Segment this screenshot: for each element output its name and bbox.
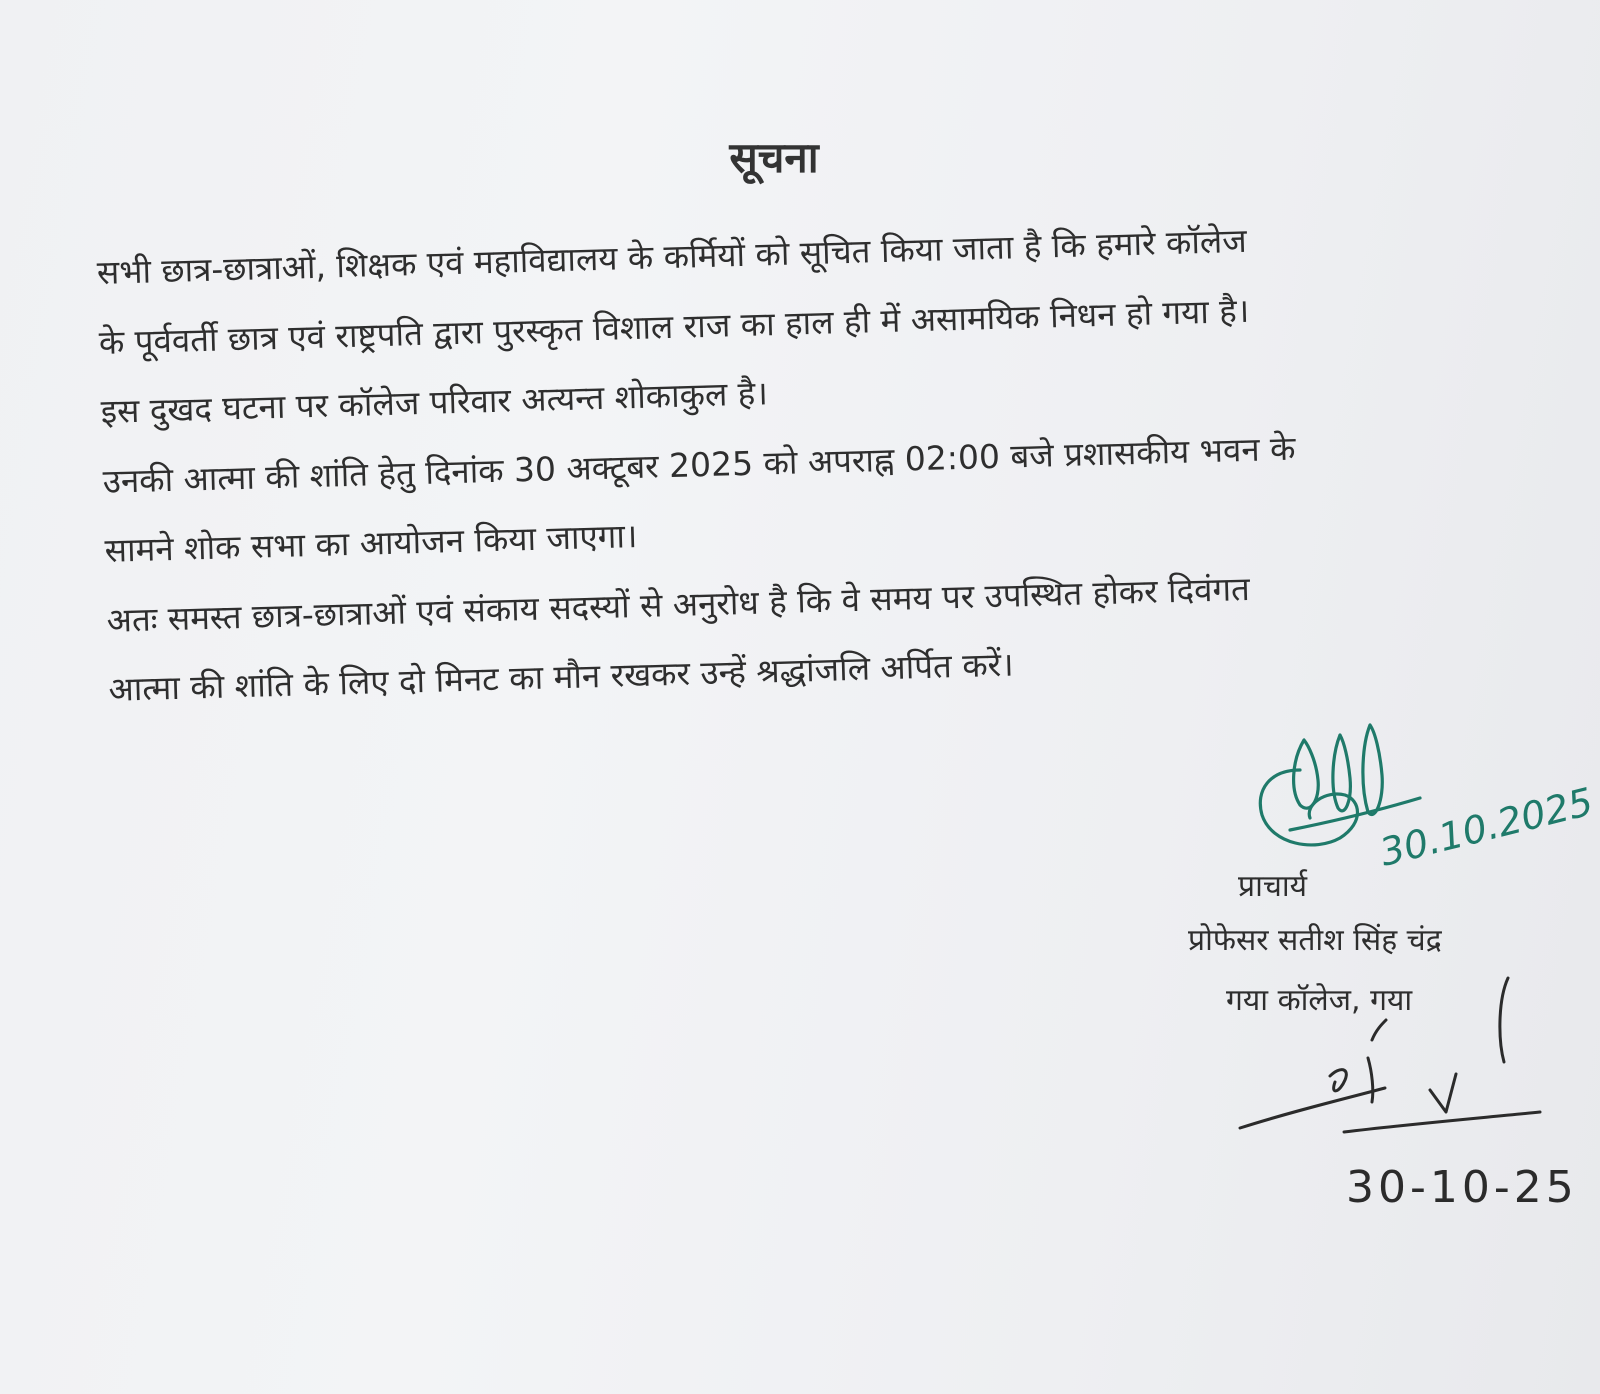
signatory-institution: गया कॉलेज, गया: [1226, 983, 1413, 1018]
notice-line: अतः समस्त छात्र-छात्राओं एवं संकाय सदस्यों से अनुरोध है कि वे समय पर उपस्थित होकर दिवंगत: [106, 568, 1251, 640]
notice-title: सूचना: [729, 133, 819, 182]
notice-line: उनकी आत्मा की शांति हेतु दिनांक 30 अक्टूबर 2025 को अपराह्न 02:00 बजे प्रशासकीय भवन के: [102, 428, 1296, 501]
green-date: 30.10.2025: [1375, 779, 1598, 875]
notice-line: के पूर्ववर्ती छात्र एवं राष्ट्रपति द्वारा पुरस्कृत विशाल राज का हाल ही में असामयिक निधन हो गया है।: [98, 290, 1250, 362]
notice-line: इस दुखद घटना पर कॉलेज परिवार अत्यन्त शोकाकुल है।: [100, 373, 769, 431]
signatory-designation: प्राचार्य: [1238, 869, 1308, 904]
notice-line: सामने शोक सभा का आयोजन किया जाएगा।: [104, 516, 638, 570]
black-signature: [1240, 978, 1540, 1132]
black-date: 30-10-25: [1346, 1162, 1578, 1213]
notice-line: सभी छात्र-छात्राओं, शिक्षक एवं महाविद्यालय के कर्मियों को सूचित किया जाता है कि हमारे कॉलेज: [96, 220, 1248, 292]
notice-line: आत्मा की शांति के लिए दो मिनट का मौन रखकर उन्हें श्रद्धांजलि अर्पित करें।: [108, 644, 1015, 709]
signatory-name: प्रोफेसर सतीश सिंह चंद्र: [1188, 923, 1442, 958]
